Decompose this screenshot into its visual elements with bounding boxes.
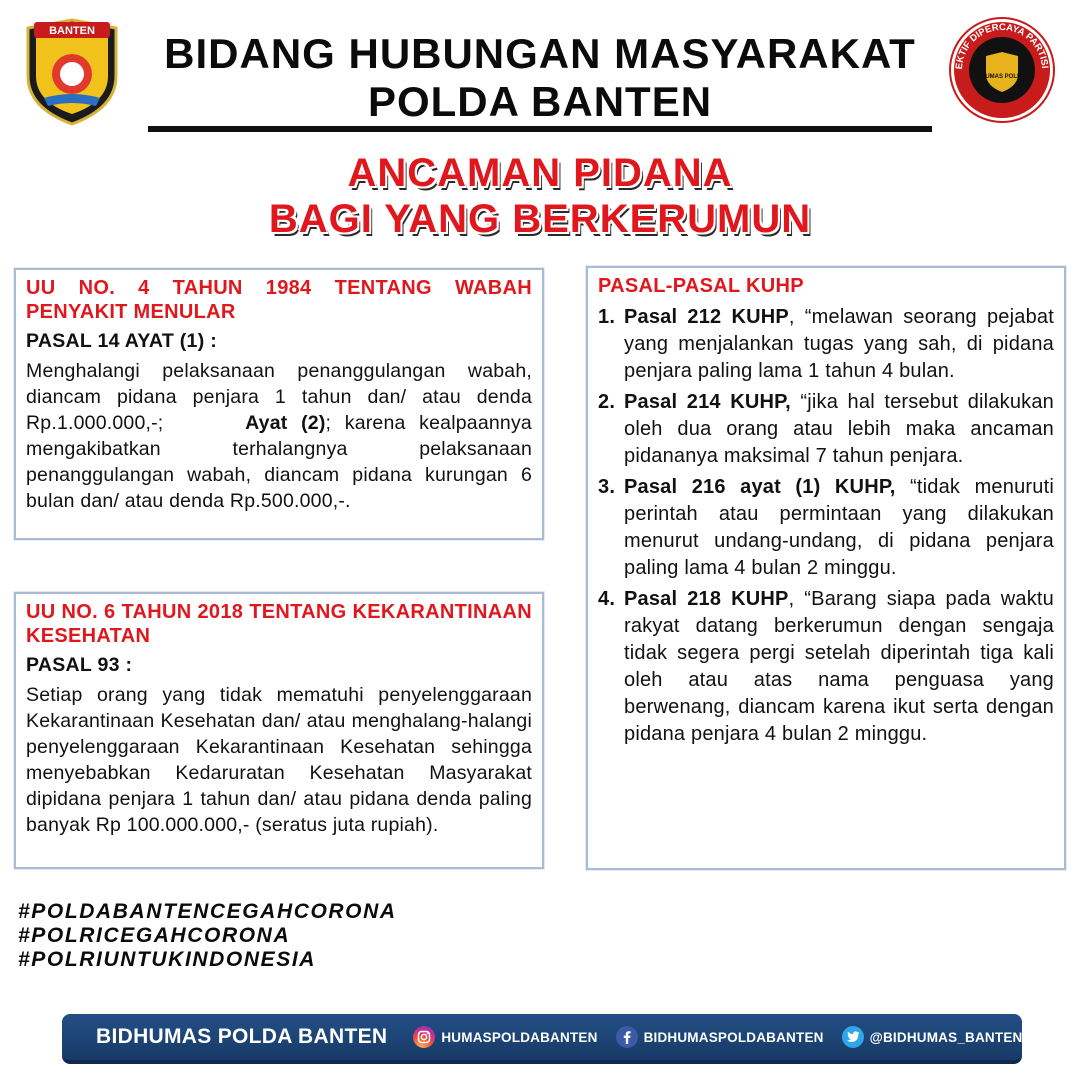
bidhumas-seal-icon — [948, 16, 1056, 124]
facebook-handle: BIDHUMASPOLDABANTEN — [643, 1029, 824, 1045]
wabah-law-box — [14, 268, 544, 540]
hashtag-1: #POLDABANTENCEGAHCORONA — [18, 900, 397, 923]
wabah-law-heading: UU NO. 4 TAHUN 1984 TENTANG WABAH PENYAKIT MENULAR — [26, 277, 532, 323]
footer-bar — [62, 1014, 1022, 1064]
subtitle-line2: BAGI YANG BERKERUMUN — [268, 197, 812, 241]
instagram-handle: HUMASPOLDABANTEN — [441, 1029, 598, 1045]
twitter-icon — [842, 1026, 864, 1048]
instagram-icon — [413, 1026, 435, 1048]
left-logo-text: BANTEN — [49, 25, 95, 37]
header-title-line1: BIDANG HUBUNGAN MASYARAKAT — [164, 30, 916, 77]
kuhp-item-text: , “Barang siapa pada waktu rakyat datang berkerumun dengan sengaja tidak segera pergi setelah diperintah tiga kali oleh atau atas nama penguasa yang berwenang, diancam karena ikut serta dengan pidana penjara 4 bulan 2 minggu. — [624, 588, 1055, 745]
karantina-law-text: Setiap orang yang tidak mematuhi penyelenggaraan Kekarantinaan Kesehatan dan/ atau menghalang-halangi penyelenggaraan Kekarantinaan Kesehatan sehingga menyebabkan Kedaruratan Kesehatan Masyarakat dipidana penjara 1 tahun dan/ atau pidana denda paling banyak Rp 100.000.000,- (seratus juta rupiah). — [26, 684, 532, 836]
twitter-link[interactable] — [842, 1026, 1023, 1048]
kuhp-item-label: Pasal 214 KUHP, — [624, 391, 791, 413]
kuhp-item-label: Pasal 212 KUHP — [624, 306, 789, 328]
kuhp-item-text: , “melawan seorang pejabat yang menjalankan tugas yang sah, di pidana penjara paling lama 1 tahun 4 bulan. — [624, 306, 1054, 382]
karantina-law-box — [14, 592, 544, 869]
kuhp-item-text: “jika hal tersebut dilakukan oleh dua orang atau lebih maka ancaman pidananya maksimal 7 tahun penjara. — [624, 391, 1055, 467]
footer-brand: BIDHUMAS POLDA BANTEN — [96, 1025, 388, 1048]
karantina-law-heading: UU NO. 6 TAHUN 2018 TENTANG KEKARANTINAAN KESEHATAN — [26, 601, 532, 647]
wabah-text-a: Menghalangi pelaksanaan penanggulangan wabah, diancam pidana penjara 1 tahun dan/ atau denda Rp.1.000.000,-; — [26, 360, 532, 434]
kuhp-item-number: 3. — [598, 476, 616, 498]
kuhp-item-1 — [598, 304, 1054, 385]
wabah-ayat2-label: Ayat (2) — [245, 412, 326, 434]
instagram-link[interactable] — [413, 1026, 597, 1048]
hashtag-2: #POLRICEGAHCORONA — [18, 924, 291, 947]
twitter-handle: @BIDHUMAS_BANTEN — [869, 1029, 1023, 1045]
kuhp-item-number: 4. — [598, 588, 616, 610]
hashtag-3: #POLRIUNTUKINDONESIA — [18, 948, 317, 971]
kuhp-item-2 — [598, 389, 1054, 470]
wabah-pasal-heading: PASAL 14 AYAT (1) : — [26, 330, 218, 352]
wabah-text-b: ; karena kealpaannya mengakibatkan terhalangnya pelaksanaan penanggulangan wabah, diancam pidana kurungan 6 bulan dan/ atau denda Rp.500.000,-. — [26, 412, 532, 512]
karantina-pasal-heading: PASAL 93 : — [26, 654, 133, 676]
kuhp-item-number: 1. — [598, 306, 616, 328]
kuhp-box — [586, 266, 1066, 870]
wabah-law-text — [26, 358, 532, 514]
right-logo-center-text: HUMAS POLRI — [981, 74, 1023, 80]
polda-banten-emblem-icon — [22, 16, 122, 128]
facebook-icon — [616, 1026, 638, 1048]
kuhp-item-4 — [598, 586, 1054, 748]
kuhp-list — [598, 304, 1054, 748]
header-title-line2: POLDA BANTEN — [367, 78, 713, 125]
kuhp-item-label: Pasal 218 KUHP — [624, 588, 789, 610]
header-divider — [148, 126, 932, 132]
kuhp-item-number: 2. — [598, 391, 616, 413]
subtitle-line1: ANCAMAN PIDANA — [347, 151, 733, 195]
facebook-link[interactable] — [616, 1026, 824, 1048]
kuhp-item-3 — [598, 474, 1054, 582]
right-logo-ring-text: EKTIF DIPERCAYA PARTISI — [953, 21, 1050, 70]
kuhp-item-label: Pasal 216 ayat (1) KUHP, — [624, 476, 896, 498]
kuhp-item-text: “tidak menuruti perintah atau permintaan yang dilakukan menurut undang-undang, di pidana penjara paling lama 4 bulan 2 minggu. — [624, 476, 1054, 579]
kuhp-heading: PASAL-PASAL KUHP — [598, 275, 804, 297]
